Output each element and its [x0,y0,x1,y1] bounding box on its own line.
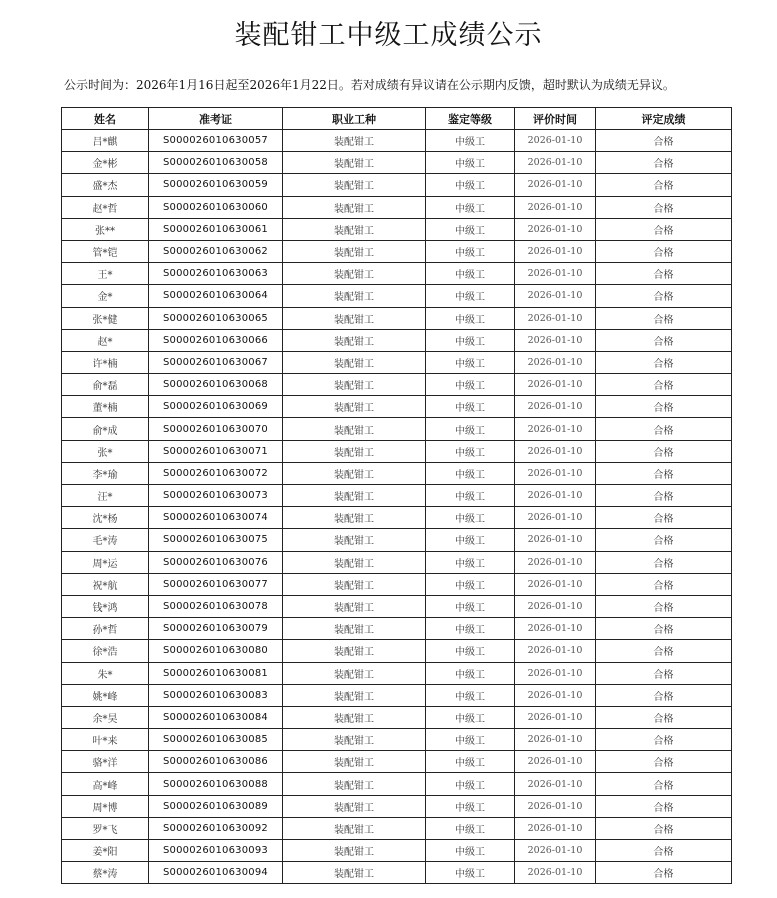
cell-name: 俞*磊 [62,374,149,396]
announcement-notice: 公示时间为：2026年1月16日起至2026年1月22日。若对成绩有异议请在公示期内反馈，超时默认为成绩无异议。 [64,78,675,92]
cell-job: 装配钳工 [283,285,426,307]
cell-result: 合格 [596,618,732,640]
cell-job: 装配钳工 [283,329,426,351]
cell-cert: S000026010630072 [149,462,283,484]
cell-result: 合格 [596,329,732,351]
cell-level: 中级工 [426,817,515,839]
cell-cert: S000026010630059 [149,174,283,196]
cell-date: 2026-01-10 [515,529,596,551]
table-row [62,817,732,839]
cell-job: 装配钳工 [283,662,426,684]
cell-level: 中级工 [426,485,515,507]
cell-date: 2026-01-10 [515,706,596,728]
cell-level: 中级工 [426,640,515,662]
cell-result: 合格 [596,840,732,862]
cell-result: 合格 [596,152,732,174]
cell-job: 装配钳工 [283,507,426,529]
cell-date: 2026-01-10 [515,751,596,773]
cell-result: 合格 [596,684,732,706]
cell-cert: S000026010630089 [149,795,283,817]
cell-result: 合格 [596,285,732,307]
cell-job: 装配钳工 [283,706,426,728]
cell-cert: S000026010630060 [149,196,283,218]
cell-date: 2026-01-10 [515,130,596,152]
cell-name: 徐*浩 [62,640,149,662]
cell-name: 毛*涛 [62,529,149,551]
cell-cert: S000026010630058 [149,152,283,174]
cell-cert: S000026010630057 [149,130,283,152]
cell-name: 姜*阳 [62,840,149,862]
cell-job: 装配钳工 [283,751,426,773]
cell-name: 盛*杰 [62,174,149,196]
table-row [62,263,732,285]
cell-result: 合格 [596,729,732,751]
table-row [62,485,732,507]
cell-level: 中级工 [426,218,515,240]
cell-level: 中级工 [426,174,515,196]
cell-date: 2026-01-10 [515,307,596,329]
table-row [62,662,732,684]
cell-result: 合格 [596,862,732,884]
cell-level: 中级工 [426,507,515,529]
table-row [62,329,732,351]
cell-cert: S000026010630066 [149,329,283,351]
cell-result: 合格 [596,351,732,373]
cell-date: 2026-01-10 [515,396,596,418]
table-row [62,840,732,862]
cell-date: 2026-01-10 [515,285,596,307]
table-row [62,174,732,196]
cell-job: 装配钳工 [283,396,426,418]
cell-job: 装配钳工 [283,817,426,839]
cell-date: 2026-01-10 [515,485,596,507]
cell-name: 孙*哲 [62,618,149,640]
cell-result: 合格 [596,218,732,240]
cell-level: 中级工 [426,729,515,751]
cell-level: 中级工 [426,751,515,773]
cell-name: 许*楠 [62,351,149,373]
cell-job: 装配钳工 [283,152,426,174]
cell-job: 装配钳工 [283,595,426,617]
cell-result: 合格 [596,751,732,773]
cell-date: 2026-01-10 [515,817,596,839]
cell-date: 2026-01-10 [515,174,596,196]
cell-level: 中级工 [426,285,515,307]
cell-date: 2026-01-10 [515,218,596,240]
column-header-name: 姓名 [62,108,149,130]
cell-cert: S000026010630064 [149,285,283,307]
table-row [62,130,732,152]
column-header-date: 评价时间 [515,108,596,130]
cell-name: 汪* [62,485,149,507]
cell-cert: S000026010630063 [149,263,283,285]
cell-level: 中级工 [426,152,515,174]
cell-name: 赵*哲 [62,196,149,218]
table-row [62,706,732,728]
cell-level: 中级工 [426,130,515,152]
cell-job: 装配钳工 [283,218,426,240]
cell-level: 中级工 [426,462,515,484]
table-row [62,729,732,751]
cell-name: 蔡*涛 [62,862,149,884]
cell-result: 合格 [596,595,732,617]
cell-job: 装配钳工 [283,862,426,884]
cell-date: 2026-01-10 [515,418,596,440]
table-row [62,307,732,329]
cell-name: 俞*成 [62,418,149,440]
cell-level: 中级工 [426,551,515,573]
cell-job: 装配钳工 [283,130,426,152]
cell-job: 装配钳工 [283,529,426,551]
cell-job: 装配钳工 [283,240,426,262]
cell-result: 合格 [596,662,732,684]
cell-job: 装配钳工 [283,351,426,373]
cell-name: 骆*洋 [62,751,149,773]
cell-level: 中级工 [426,618,515,640]
cell-job: 装配钳工 [283,795,426,817]
cell-job: 装配钳工 [283,374,426,396]
cell-level: 中级工 [426,196,515,218]
cell-name: 王* [62,263,149,285]
cell-date: 2026-01-10 [515,862,596,884]
cell-name: 罗*飞 [62,817,149,839]
table-row [62,618,732,640]
cell-date: 2026-01-10 [515,773,596,795]
cell-cert: S000026010630074 [149,507,283,529]
cell-result: 合格 [596,706,732,728]
table-row [62,196,732,218]
table-header-row [62,108,732,130]
cell-date: 2026-01-10 [515,196,596,218]
cell-job: 装配钳工 [283,729,426,751]
cell-level: 中级工 [426,684,515,706]
cell-date: 2026-01-10 [515,374,596,396]
cell-name: 祝*航 [62,573,149,595]
cell-level: 中级工 [426,396,515,418]
cell-result: 合格 [596,374,732,396]
cell-name: 叶*来 [62,729,149,751]
table-row [62,285,732,307]
cell-name: 朱* [62,662,149,684]
cell-date: 2026-01-10 [515,507,596,529]
table-row [62,684,732,706]
cell-name: 张*健 [62,307,149,329]
cell-result: 合格 [596,240,732,262]
cell-name: 余*昊 [62,706,149,728]
cell-level: 中级工 [426,329,515,351]
cell-job: 装配钳工 [283,174,426,196]
cell-cert: S000026010630088 [149,773,283,795]
cell-name: 管*铠 [62,240,149,262]
table-row [62,573,732,595]
cell-job: 装配钳工 [283,440,426,462]
cell-job: 装配钳工 [283,640,426,662]
table-row [62,529,732,551]
cell-cert: S000026010630070 [149,418,283,440]
cell-level: 中级工 [426,240,515,262]
table-row [62,374,732,396]
cell-name: 沈*杨 [62,507,149,529]
cell-date: 2026-01-10 [515,595,596,617]
cell-result: 合格 [596,418,732,440]
cell-cert: S000026010630062 [149,240,283,262]
cell-cert: S000026010630073 [149,485,283,507]
cell-name: 金* [62,285,149,307]
cell-cert: S000026010630085 [149,729,283,751]
cell-level: 中级工 [426,440,515,462]
table-row [62,396,732,418]
cell-job: 装配钳工 [283,462,426,484]
cell-result: 合格 [596,507,732,529]
table-row [62,240,732,262]
cell-cert: S000026010630084 [149,706,283,728]
cell-job: 装配钳工 [283,840,426,862]
cell-date: 2026-01-10 [515,329,596,351]
cell-cert: S000026010630065 [149,307,283,329]
cell-result: 合格 [596,773,732,795]
cell-name: 周*运 [62,551,149,573]
column-header-cert: 准考证 [149,108,283,130]
cell-job: 装配钳工 [283,263,426,285]
cell-name: 高*峰 [62,773,149,795]
cell-date: 2026-01-10 [515,440,596,462]
cell-name: 董*楠 [62,396,149,418]
cell-cert: S000026010630061 [149,218,283,240]
table-row [62,462,732,484]
cell-job: 装配钳工 [283,618,426,640]
cell-date: 2026-01-10 [515,263,596,285]
cell-date: 2026-01-10 [515,551,596,573]
cell-level: 中级工 [426,706,515,728]
cell-result: 合格 [596,462,732,484]
cell-name: 钱*鸿 [62,595,149,617]
cell-level: 中级工 [426,840,515,862]
cell-level: 中级工 [426,263,515,285]
cell-cert: S000026010630071 [149,440,283,462]
table-row [62,551,732,573]
cell-cert: S000026010630068 [149,374,283,396]
cell-name: 吕*麒 [62,130,149,152]
cell-result: 合格 [596,795,732,817]
cell-date: 2026-01-10 [515,840,596,862]
cell-level: 中级工 [426,662,515,684]
cell-cert: S000026010630069 [149,396,283,418]
cell-result: 合格 [596,529,732,551]
cell-date: 2026-01-10 [515,684,596,706]
cell-result: 合格 [596,307,732,329]
cell-level: 中级工 [426,862,515,884]
cell-cert: S000026010630093 [149,840,283,862]
cell-date: 2026-01-10 [515,618,596,640]
page-title: 装配钳工中级工成绩公示 [234,20,543,51]
cell-result: 合格 [596,174,732,196]
cell-job: 装配钳工 [283,551,426,573]
cell-result: 合格 [596,396,732,418]
cell-date: 2026-01-10 [515,573,596,595]
cell-date: 2026-01-10 [515,240,596,262]
cell-job: 装配钳工 [283,196,426,218]
table-row [62,507,732,529]
cell-job: 装配钳工 [283,307,426,329]
cell-cert: S000026010630094 [149,862,283,884]
table-row [62,795,732,817]
table-row [62,351,732,373]
cell-level: 中级工 [426,595,515,617]
table-row [62,218,732,240]
cell-level: 中级工 [426,773,515,795]
cell-job: 装配钳工 [283,485,426,507]
table-row [62,418,732,440]
results-table [61,107,732,884]
cell-level: 中级工 [426,374,515,396]
column-header-result: 评定成绩 [596,108,732,130]
cell-result: 合格 [596,573,732,595]
cell-result: 合格 [596,440,732,462]
cell-result: 合格 [596,196,732,218]
cell-level: 中级工 [426,418,515,440]
cell-cert: S000026010630080 [149,640,283,662]
cell-job: 装配钳工 [283,573,426,595]
column-header-job: 职业工种 [283,108,426,130]
cell-name: 金*彬 [62,152,149,174]
cell-date: 2026-01-10 [515,462,596,484]
table-row [62,640,732,662]
cell-cert: S000026010630086 [149,751,283,773]
cell-date: 2026-01-10 [515,662,596,684]
cell-level: 中级工 [426,529,515,551]
cell-date: 2026-01-10 [515,351,596,373]
cell-result: 合格 [596,551,732,573]
cell-cert: S000026010630081 [149,662,283,684]
cell-date: 2026-01-10 [515,152,596,174]
cell-name: 赵* [62,329,149,351]
cell-cert: S000026010630079 [149,618,283,640]
column-header-level: 鉴定等级 [426,108,515,130]
table-row [62,440,732,462]
cell-name: 周*博 [62,795,149,817]
cell-cert: S000026010630067 [149,351,283,373]
cell-level: 中级工 [426,351,515,373]
table-row [62,862,732,884]
cell-cert: S000026010630083 [149,684,283,706]
cell-level: 中级工 [426,573,515,595]
cell-result: 合格 [596,640,732,662]
table-body [62,130,732,884]
table-row [62,751,732,773]
cell-job: 装配钳工 [283,418,426,440]
cell-name: 张** [62,218,149,240]
cell-result: 合格 [596,817,732,839]
cell-cert: S000026010630077 [149,573,283,595]
cell-job: 装配钳工 [283,773,426,795]
cell-date: 2026-01-10 [515,640,596,662]
cell-level: 中级工 [426,795,515,817]
cell-result: 合格 [596,130,732,152]
cell-result: 合格 [596,263,732,285]
cell-name: 姚*峰 [62,684,149,706]
cell-name: 张* [62,440,149,462]
cell-date: 2026-01-10 [515,795,596,817]
cell-date: 2026-01-10 [515,729,596,751]
table-row [62,595,732,617]
table-row [62,773,732,795]
cell-cert: S000026010630092 [149,817,283,839]
cell-name: 李*瑜 [62,462,149,484]
cell-cert: S000026010630075 [149,529,283,551]
cell-result: 合格 [596,485,732,507]
cell-cert: S000026010630078 [149,595,283,617]
cell-job: 装配钳工 [283,684,426,706]
table-row [62,152,732,174]
cell-cert: S000026010630076 [149,551,283,573]
cell-level: 中级工 [426,307,515,329]
